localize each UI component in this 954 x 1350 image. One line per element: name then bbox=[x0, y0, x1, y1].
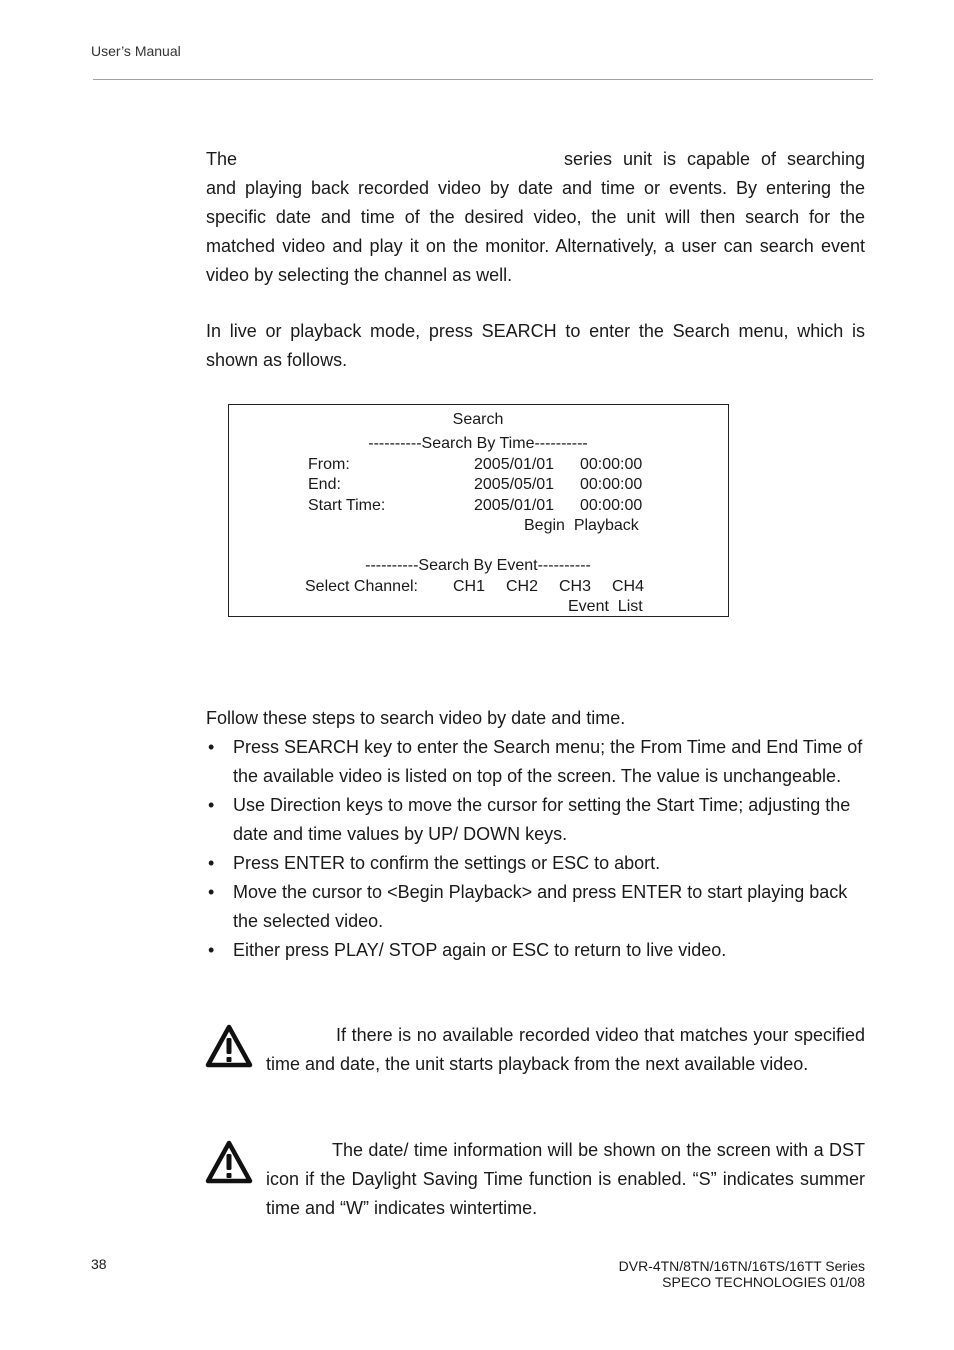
begin-playback-button[interactable]: Begin Playback bbox=[524, 517, 639, 534]
footer-series: DVR-4TN/8TN/16TN/16TS/16TT Series bbox=[618, 1258, 865, 1274]
list-item bbox=[206, 849, 865, 878]
step-text: Press ENTER to confirm the settings or ESC to abort. bbox=[233, 853, 661, 873]
list-item bbox=[206, 733, 865, 791]
header-divider bbox=[93, 79, 873, 80]
list-item bbox=[206, 878, 865, 936]
from-time: 00:00:00 bbox=[580, 456, 643, 473]
event-list-button[interactable]: Event List bbox=[568, 598, 643, 615]
step-text: Press SEARCH key to enter the Search menu; the From Time and End Time of the available video is listed on top of the screen. The value is unchangeable. bbox=[233, 737, 863, 786]
channel-3-option[interactable]: CH3 bbox=[559, 578, 592, 595]
bullet: • bbox=[208, 882, 215, 902]
step-text: Move the cursor to <Begin Playback> and press ENTER to start playing back the selected video. bbox=[233, 882, 848, 931]
select-channel-label: Select Channel: bbox=[305, 578, 418, 595]
bullet: • bbox=[208, 940, 215, 960]
note-dst bbox=[266, 1136, 865, 1223]
steps-list bbox=[206, 733, 865, 965]
note-no-video bbox=[266, 1021, 865, 1079]
search-menu-screen bbox=[228, 404, 729, 617]
start-date: 2005/01/01 bbox=[474, 497, 555, 514]
warning-icon bbox=[205, 1140, 253, 1184]
search-by-time-header: ----------Search By Time---------- bbox=[368, 435, 588, 452]
start-time-label: Start Time: bbox=[308, 497, 386, 514]
channel-2-option[interactable]: CH2 bbox=[506, 578, 539, 595]
search-menu-title: Search bbox=[452, 411, 504, 428]
note-text: The date/ time information will be shown on the screen with a DST icon if the Daylight Saving Time function is enabled. “S” indicates summer time and “W” indicates wintertime. bbox=[266, 1140, 865, 1218]
end-date: 2005/05/01 bbox=[474, 476, 555, 493]
intro-lead: The bbox=[206, 149, 238, 169]
footer-info bbox=[619, 1258, 865, 1290]
search-by-event-header: ----------Search By Event---------- bbox=[365, 557, 591, 574]
warning-icon bbox=[205, 1024, 253, 1068]
step-text: Use Direction keys to move the cursor for setting the Start Time; adjusting the date and time values by UP/ DOWN keys. bbox=[233, 795, 851, 844]
footer-company: SPECO TECHNOLOGIES 01/08 bbox=[662, 1274, 865, 1290]
intro-paragraph bbox=[206, 145, 865, 290]
end-time: 00:00:00 bbox=[580, 476, 643, 493]
channel-4-option[interactable]: CH4 bbox=[612, 578, 645, 595]
intro-body: series unit is capable of searching and playing back recorded video by date and time or events. By entering the specific date and time of the desired video, the unit will then search for the matched video and play it on the monitor. Alternatively, a user can search event video by selecting the channel as well. bbox=[206, 149, 865, 285]
search-intro-paragraph: In live or playback mode, press SEARCH to enter the Search menu, which is shown as follows. bbox=[206, 321, 865, 370]
channel-1-option[interactable]: CH1 bbox=[453, 578, 486, 595]
list-item bbox=[206, 791, 865, 849]
list-item bbox=[206, 936, 865, 965]
page-number: 38 bbox=[91, 1256, 107, 1272]
from-date: 2005/01/01 bbox=[474, 456, 555, 473]
bullet: • bbox=[208, 795, 215, 815]
bullet: • bbox=[208, 853, 215, 873]
header-title: User’s Manual bbox=[91, 43, 181, 59]
note-text: If there is no available recorded video that matches your specified time and date, the unit starts playback from the next available video. bbox=[266, 1025, 865, 1074]
step-text: Either press PLAY/ STOP again or ESC to return to live video. bbox=[233, 940, 727, 960]
bullet: • bbox=[208, 737, 215, 757]
from-label: From: bbox=[308, 456, 350, 473]
steps-intro: Follow these steps to search video by date and time. bbox=[206, 708, 626, 728]
end-label: End: bbox=[308, 476, 341, 493]
start-time: 00:00:00 bbox=[580, 497, 643, 514]
